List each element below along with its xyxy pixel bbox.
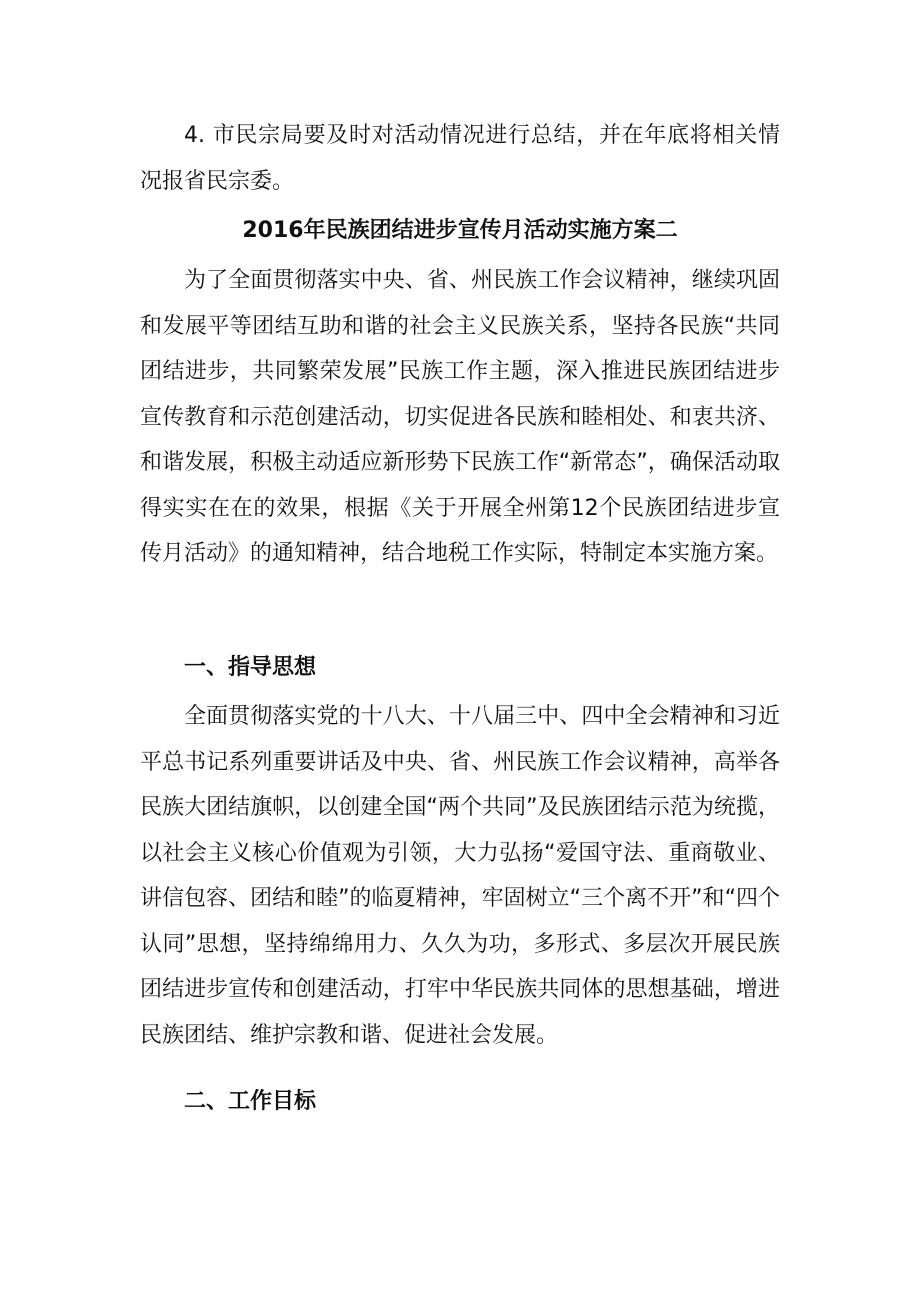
paragraph-item-4: 4. 市民宗局要及时对活动情况进行总结，并在年底将相关情况报省民宗委。 [140,123,780,194]
guiding-thought-paragraph: 全面贯彻落实党的十八大、十八届三中、四中全会精神和习近平总书记系列重要讲话及中央、省、州民族工作会议精神，高举各民族大团结旗帜，以创建全国“两个共同”及民族团结示范为统揽，以社会主义核心价值观为引领，大力弘扬“爱国守法、重商敬业、讲信包容、团结和睦”的临夏精神，牢固树立“三个离不开”和“四个认同”思想，坚持绵绵用力、久久为功，多形式、多层次开展民族团结进步宣传和创建活动，打牢中华民族共同体的思想基础，增进民族团结、维护宗教和谐、促进社会发展。 [140,704,780,1048]
section-heading-work-goals: 二、工作目标 [184,1089,317,1114]
intro-paragraph: 为了全面贯彻落实中央、省、州民族工作会议精神，继续巩固和发展平等团结互助和谐的社会主义民族关系，坚持各民族“共同团结进步，共同繁荣发展”民族工作主题，深入推进民族团结进步宣传教育和示范创建活动，切实促进各民族和睦相处、和衷共济、和谐发展，积极主动适应新形势下民族工作“新常态”，确保活动取得实实在在的效果，根据《关于开展全州第12个民族团结进步宣传月活动》的通知精神，结合地税工作实际，特制定本实施方案。 [140,268,780,566]
section-heading-guiding-thought: 一、指导思想 [184,655,317,680]
document-title: 2016年民族团结进步宣传月活动实施方案二 [242,218,678,243]
